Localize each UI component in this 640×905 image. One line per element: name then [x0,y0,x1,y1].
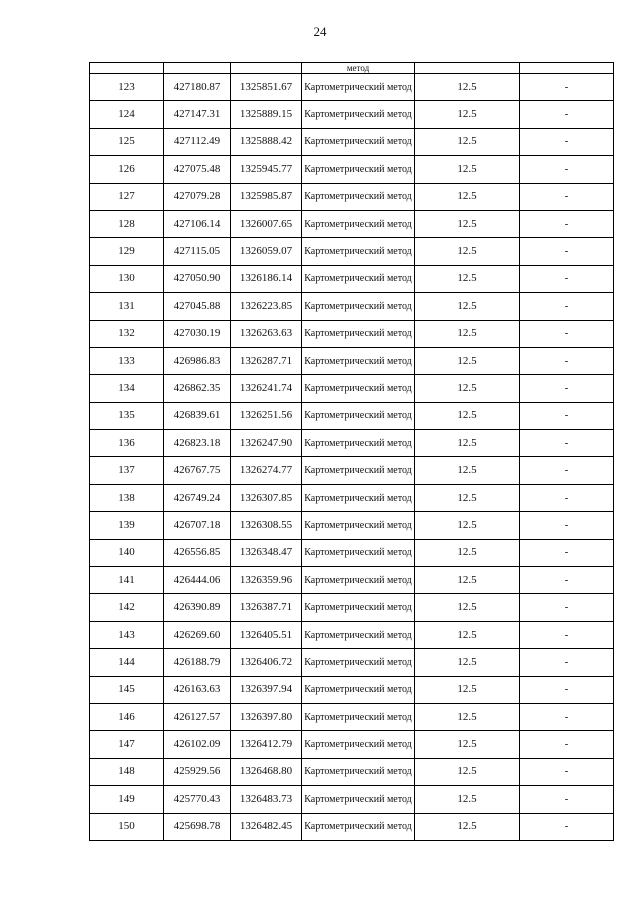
cell-note: - [520,320,614,347]
cell-note: - [520,101,614,128]
table-row [90,265,614,292]
cell-note: - [520,649,614,676]
table-row [90,567,614,594]
cell-point-number: 136 [90,430,164,457]
cell-point-number: 146 [90,703,164,730]
cell-note: - [520,484,614,511]
table-row [90,375,614,402]
cell-point-number: 135 [90,402,164,429]
cell-note: - [520,210,614,237]
cell-coord-x: 427106.14 [164,210,231,237]
cell-coord-x: 426127.57 [164,703,231,730]
cell-note: - [520,238,614,265]
cell-method: Картометрический метод [302,813,415,840]
cell-coord-y: 1326397.94 [231,676,302,703]
cell-coord-y: 1325985.87 [231,183,302,210]
cell-accuracy: 12.5 [415,567,520,594]
cell-coord-y: 1326247.90 [231,430,302,457]
cell-coord-x: 426707.18 [164,512,231,539]
cell-method: Картометрический метод [302,101,415,128]
cell-method: Картометрический метод [302,484,415,511]
cell-coord-y: 1326287.71 [231,347,302,374]
cell-note: - [520,676,614,703]
cell-point-number: 134 [90,375,164,402]
cell-note: - [520,375,614,402]
cell-note: - [520,265,614,292]
cell-coord-x: 426269.60 [164,621,231,648]
table-row [90,512,614,539]
cell-coord-x: 427045.88 [164,293,231,320]
cell-note: - [520,457,614,484]
cell-coord-y: 1326412.79 [231,731,302,758]
cell-accuracy: 12.5 [415,128,520,155]
table-row [90,758,614,785]
table-row [90,649,614,676]
table-row [90,238,614,265]
table-row [90,183,614,210]
continuation-row [90,63,614,74]
cell-method: Картометрический метод [302,347,415,374]
cell-coord-y: 1326251.56 [231,402,302,429]
cell-point-number: 141 [90,567,164,594]
cell-coord-y: 1326397.80 [231,703,302,730]
cell-accuracy: 12.5 [415,484,520,511]
cell-note: - [520,567,614,594]
cell-coord-y: 1326482.45 [231,813,302,840]
cell-note: - [520,430,614,457]
cell-accuracy: 12.5 [415,375,520,402]
table-row [90,402,614,429]
cell-method: Картометрический метод [302,156,415,183]
cell-accuracy: 12.5 [415,786,520,813]
table-row [90,731,614,758]
cell-method: Картометрический метод [302,320,415,347]
table-row [90,74,614,101]
cell-coord-y: 1326483.73 [231,786,302,813]
cell-point-number: 131 [90,293,164,320]
cell-coord-x: 426188.79 [164,649,231,676]
cell-method: Картометрический метод [302,703,415,730]
cell-note: - [520,74,614,101]
cell-coord-y: 1326241.74 [231,375,302,402]
table-row [90,430,614,457]
cell-point-number: 138 [90,484,164,511]
cell-coord-x: 426986.83 [164,347,231,374]
cell-coord-x: 427075.48 [164,156,231,183]
cell-method: Картометрический метод [302,402,415,429]
cell-point-number: 123 [90,74,164,101]
cell-method: Картометрический метод [302,621,415,648]
cell-accuracy: 12.5 [415,238,520,265]
coordinates-table [89,62,614,841]
cell-accuracy: 12.5 [415,731,520,758]
cell-accuracy: 12.5 [415,183,520,210]
cell-coord-x: 426767.75 [164,457,231,484]
cell-method: Картометрический метод [302,567,415,594]
table-row [90,101,614,128]
page-number: 24 [313,24,327,39]
cell-accuracy: 12.5 [415,813,520,840]
cell-point-number: 149 [90,786,164,813]
cell-empty [520,63,614,74]
cell-method: Картометрический метод [302,293,415,320]
table-row [90,621,614,648]
table-row [90,786,614,813]
table-row [90,128,614,155]
table-row [90,156,614,183]
cell-point-number: 143 [90,621,164,648]
cell-note: - [520,539,614,566]
cell-coord-y: 1325945.77 [231,156,302,183]
table-row [90,347,614,374]
cell-note: - [520,156,614,183]
table-body [90,63,614,841]
cell-note: - [520,786,614,813]
cell-coord-x: 427115.05 [164,238,231,265]
table-row [90,210,614,237]
table-row [90,539,614,566]
cell-coord-x: 426823.18 [164,430,231,457]
cell-coord-x: 426102.09 [164,731,231,758]
cell-coord-y: 1326059.07 [231,238,302,265]
cell-empty [231,63,302,74]
cell-coord-x: 426163.63 [164,676,231,703]
cell-accuracy: 12.5 [415,402,520,429]
cell-point-number: 145 [90,676,164,703]
cell-accuracy: 12.5 [415,539,520,566]
cell-method: Картометрический метод [302,539,415,566]
cell-method: Картометрический метод [302,183,415,210]
cell-accuracy: 12.5 [415,649,520,676]
cell-method: Картометрический метод [302,375,415,402]
cell-point-number: 130 [90,265,164,292]
table-row [90,676,614,703]
cell-coord-x: 427147.31 [164,101,231,128]
cell-accuracy: 12.5 [415,156,520,183]
cell-coord-y: 1326007.65 [231,210,302,237]
cell-coord-x: 427079.28 [164,183,231,210]
cell-empty [415,63,520,74]
cell-method-tail: метод [302,63,415,74]
cell-point-number: 139 [90,512,164,539]
cell-coord-x: 427112.49 [164,128,231,155]
cell-accuracy: 12.5 [415,265,520,292]
cell-note: - [520,183,614,210]
cell-method: Картометрический метод [302,74,415,101]
cell-accuracy: 12.5 [415,293,520,320]
cell-note: - [520,594,614,621]
cell-empty [90,63,164,74]
cell-accuracy: 12.5 [415,512,520,539]
cell-point-number: 126 [90,156,164,183]
cell-coord-y: 1326307.85 [231,484,302,511]
cell-accuracy: 12.5 [415,430,520,457]
cell-point-number: 133 [90,347,164,374]
cell-method: Картометрический метод [302,758,415,785]
cell-method: Картометрический метод [302,430,415,457]
cell-coord-y: 1325851.67 [231,74,302,101]
table-row [90,813,614,840]
cell-point-number: 124 [90,101,164,128]
cell-coord-x: 427030.19 [164,320,231,347]
cell-method: Картометрический метод [302,649,415,676]
cell-coord-x: 426749.24 [164,484,231,511]
cell-accuracy: 12.5 [415,621,520,648]
cell-coord-y: 1326468.80 [231,758,302,785]
cell-point-number: 128 [90,210,164,237]
cell-coord-y: 1325888.42 [231,128,302,155]
cell-coord-y: 1326387.71 [231,594,302,621]
cell-point-number: 129 [90,238,164,265]
cell-coord-y: 1326348.47 [231,539,302,566]
cell-note: - [520,512,614,539]
cell-method: Картометрический метод [302,128,415,155]
cell-note: - [520,347,614,374]
table-row [90,320,614,347]
cell-point-number: 148 [90,758,164,785]
cell-coord-x: 426839.61 [164,402,231,429]
cell-accuracy: 12.5 [415,320,520,347]
cell-accuracy: 12.5 [415,347,520,374]
cell-coord-x: 426444.06 [164,567,231,594]
cell-point-number: 140 [90,539,164,566]
cell-note: - [520,402,614,429]
cell-accuracy: 12.5 [415,594,520,621]
cell-method: Картометрический метод [302,786,415,813]
cell-coord-y: 1325889.15 [231,101,302,128]
cell-coord-y: 1326405.51 [231,621,302,648]
cell-coord-y: 1326274.77 [231,457,302,484]
cell-coord-y: 1326359.96 [231,567,302,594]
table-row [90,293,614,320]
cell-coord-y: 1326406.72 [231,649,302,676]
cell-note: - [520,758,614,785]
cell-point-number: 142 [90,594,164,621]
cell-note: - [520,813,614,840]
cell-coord-x: 426390.89 [164,594,231,621]
table-row [90,594,614,621]
cell-coord-x: 427050.90 [164,265,231,292]
cell-method: Картометрический метод [302,512,415,539]
cell-accuracy: 12.5 [415,676,520,703]
cell-point-number: 132 [90,320,164,347]
cell-point-number: 137 [90,457,164,484]
cell-accuracy: 12.5 [415,703,520,730]
cell-note: - [520,293,614,320]
cell-point-number: 125 [90,128,164,155]
cell-method: Картометрический метод [302,210,415,237]
cell-coord-y: 1326186.14 [231,265,302,292]
cell-method: Картометрический метод [302,731,415,758]
cell-coord-y: 1326308.55 [231,512,302,539]
cell-note: - [520,128,614,155]
cell-accuracy: 12.5 [415,101,520,128]
cell-point-number: 150 [90,813,164,840]
cell-coord-x: 427180.87 [164,74,231,101]
cell-coord-x: 425770.43 [164,786,231,813]
cell-method: Картометрический метод [302,594,415,621]
cell-accuracy: 12.5 [415,210,520,237]
table-row [90,484,614,511]
cell-note: - [520,703,614,730]
table-row [90,457,614,484]
cell-method: Картометрический метод [302,265,415,292]
cell-accuracy: 12.5 [415,74,520,101]
cell-accuracy: 12.5 [415,758,520,785]
table-row [90,703,614,730]
cell-method: Картометрический метод [302,238,415,265]
cell-point-number: 127 [90,183,164,210]
cell-coord-x: 426556.85 [164,539,231,566]
cell-coord-x: 426862.35 [164,375,231,402]
cell-point-number: 144 [90,649,164,676]
cell-coord-y: 1326223.85 [231,293,302,320]
cell-note: - [520,731,614,758]
cell-note: - [520,621,614,648]
cell-coord-x: 425929.56 [164,758,231,785]
cell-method: Картометрический метод [302,676,415,703]
cell-coord-y: 1326263.63 [231,320,302,347]
cell-coord-x: 425698.78 [164,813,231,840]
cell-empty [164,63,231,74]
cell-accuracy: 12.5 [415,457,520,484]
cell-method: Картометрический метод [302,457,415,484]
cell-point-number: 147 [90,731,164,758]
